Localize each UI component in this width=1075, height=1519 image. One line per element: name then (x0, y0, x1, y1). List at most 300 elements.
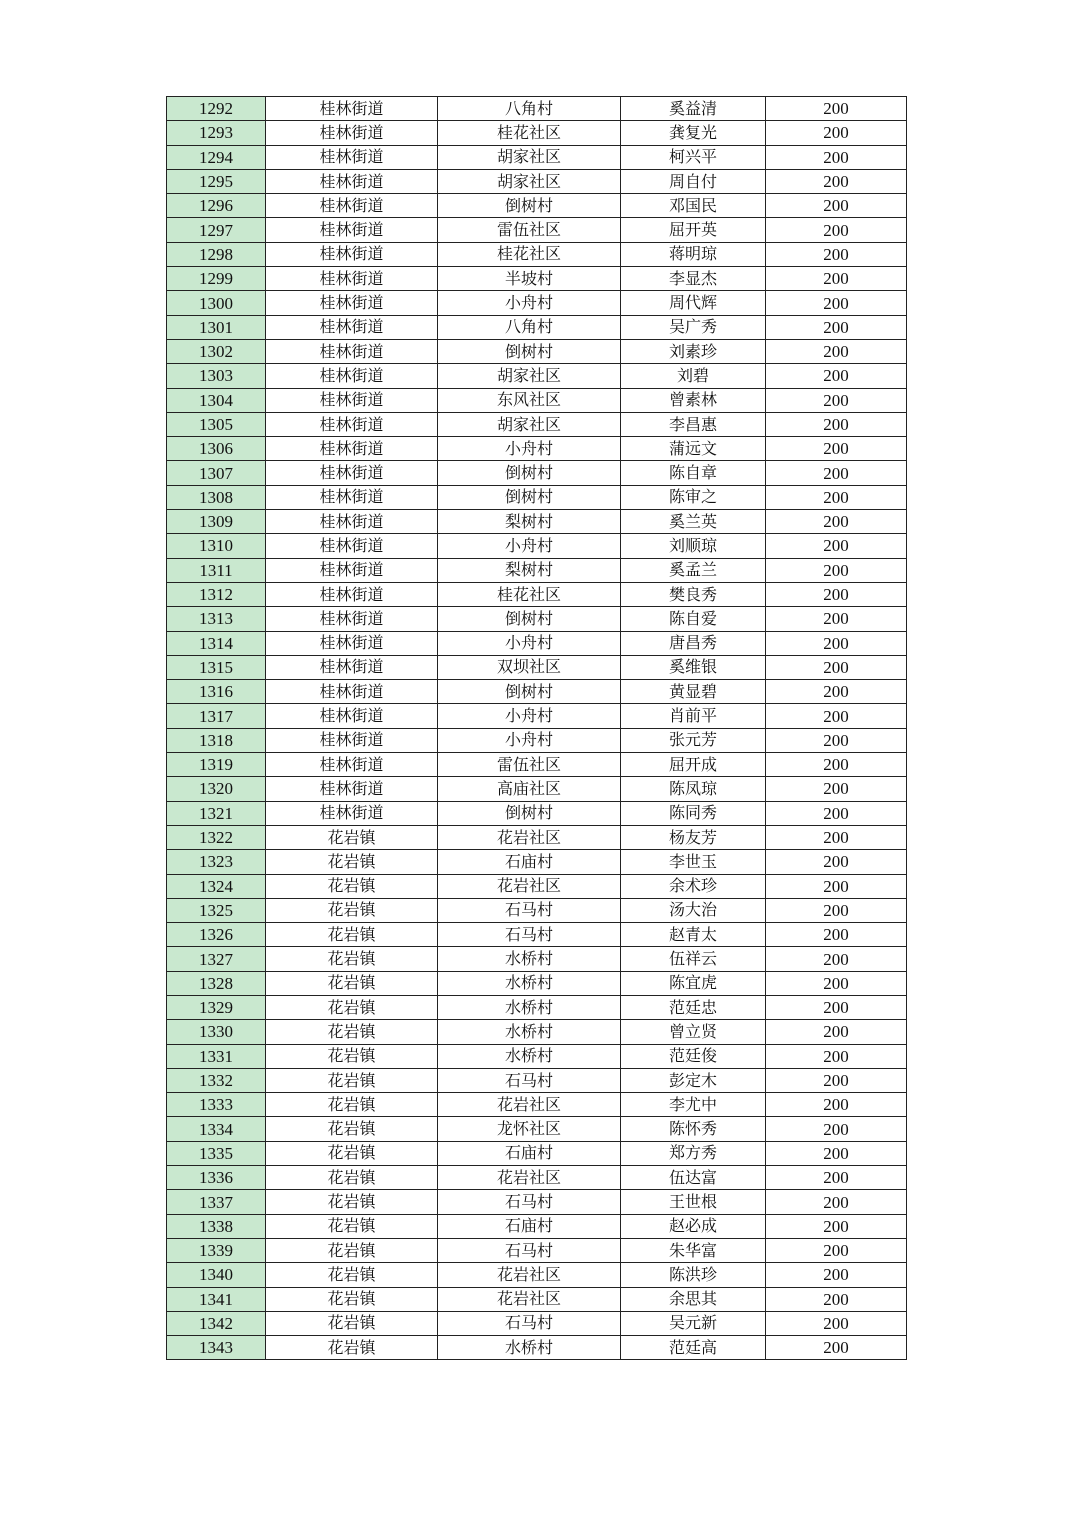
table-row (167, 558, 907, 582)
town-cell: 花岩镇 (266, 1336, 438, 1360)
serial-cell: 1337 (167, 1190, 266, 1214)
serial-cell: 1315 (167, 655, 266, 679)
town-cell: 桂林街道 (266, 339, 438, 363)
person-name-cell: 朱华富 (621, 1238, 766, 1262)
table-row (167, 850, 907, 874)
serial-cell: 1298 (167, 242, 266, 266)
town-cell: 桂林街道 (266, 145, 438, 169)
table-row (167, 1020, 907, 1044)
village-cell: 八角村 (438, 315, 621, 339)
town-cell: 桂林街道 (266, 121, 438, 145)
table-row (167, 218, 907, 242)
amount-cell: 200 (766, 1311, 907, 1335)
serial-cell: 1312 (167, 582, 266, 606)
village-cell: 水桥村 (438, 947, 621, 971)
serial-cell: 1314 (167, 631, 266, 655)
village-cell: 龙怀社区 (438, 1117, 621, 1141)
amount-cell: 200 (766, 437, 907, 461)
table-row (167, 242, 907, 266)
town-cell: 花岩镇 (266, 1020, 438, 1044)
serial-cell: 1311 (167, 558, 266, 582)
person-name-cell: 陈宜虎 (621, 971, 766, 995)
amount-cell: 200 (766, 1190, 907, 1214)
person-name-cell: 张元芳 (621, 728, 766, 752)
person-name-cell: 王世根 (621, 1190, 766, 1214)
serial-cell: 1333 (167, 1093, 266, 1117)
serial-cell: 1307 (167, 461, 266, 485)
person-name-cell: 陈凤琼 (621, 777, 766, 801)
person-name-cell: 屈开成 (621, 753, 766, 777)
village-cell: 高庙社区 (438, 777, 621, 801)
amount-cell: 200 (766, 898, 907, 922)
serial-cell: 1294 (167, 145, 266, 169)
table-row (167, 582, 907, 606)
village-cell: 胡家社区 (438, 364, 621, 388)
serial-cell: 1328 (167, 971, 266, 995)
table-row (167, 874, 907, 898)
village-cell: 花岩社区 (438, 825, 621, 849)
amount-cell: 200 (766, 1287, 907, 1311)
village-cell: 半坡村 (438, 267, 621, 291)
town-cell: 桂林街道 (266, 242, 438, 266)
amount-cell: 200 (766, 291, 907, 315)
serial-cell: 1310 (167, 534, 266, 558)
town-cell: 桂林街道 (266, 364, 438, 388)
table-row (167, 412, 907, 436)
amount-cell: 200 (766, 315, 907, 339)
town-cell: 花岩镇 (266, 923, 438, 947)
town-cell: 花岩镇 (266, 850, 438, 874)
amount-cell: 200 (766, 97, 907, 121)
serial-cell: 1327 (167, 947, 266, 971)
person-name-cell: 伍祥云 (621, 947, 766, 971)
town-cell: 桂林街道 (266, 218, 438, 242)
town-cell: 桂林街道 (266, 777, 438, 801)
town-cell: 桂林街道 (266, 753, 438, 777)
town-cell: 花岩镇 (266, 1044, 438, 1068)
village-cell: 八角村 (438, 97, 621, 121)
amount-cell: 200 (766, 1020, 907, 1044)
village-cell: 石马村 (438, 1238, 621, 1262)
village-cell: 花岩社区 (438, 874, 621, 898)
amount-cell: 200 (766, 1044, 907, 1068)
village-cell: 倒树村 (438, 607, 621, 631)
village-cell: 倒树村 (438, 485, 621, 509)
person-name-cell: 柯兴平 (621, 145, 766, 169)
town-cell: 花岩镇 (266, 995, 438, 1019)
serial-cell: 1296 (167, 194, 266, 218)
amount-cell: 200 (766, 874, 907, 898)
amount-cell: 200 (766, 607, 907, 631)
village-cell: 梨树村 (438, 510, 621, 534)
serial-cell: 1305 (167, 412, 266, 436)
table-row (167, 971, 907, 995)
person-name-cell: 陈自章 (621, 461, 766, 485)
village-cell: 小舟村 (438, 728, 621, 752)
table-row (167, 1287, 907, 1311)
town-cell: 花岩镇 (266, 1238, 438, 1262)
amount-cell: 200 (766, 1336, 907, 1360)
table-row (167, 339, 907, 363)
town-cell: 桂林街道 (266, 388, 438, 412)
person-name-cell: 赵必成 (621, 1214, 766, 1238)
person-name-cell: 奚兰英 (621, 510, 766, 534)
table-row (167, 388, 907, 412)
village-cell: 梨树村 (438, 558, 621, 582)
serial-cell: 1302 (167, 339, 266, 363)
person-name-cell: 肖前平 (621, 704, 766, 728)
table-row (167, 1117, 907, 1141)
table-row (167, 1141, 907, 1165)
town-cell: 桂林街道 (266, 655, 438, 679)
table-row (167, 437, 907, 461)
table-row (167, 728, 907, 752)
table-row (167, 1190, 907, 1214)
table-row (167, 534, 907, 558)
person-name-cell: 汤大治 (621, 898, 766, 922)
person-name-cell: 陈同秀 (621, 801, 766, 825)
person-name-cell: 李尤中 (621, 1093, 766, 1117)
person-name-cell: 刘素珍 (621, 339, 766, 363)
person-name-cell: 陈审之 (621, 485, 766, 509)
table-row (167, 1238, 907, 1262)
town-cell: 花岩镇 (266, 971, 438, 995)
table-row (167, 1093, 907, 1117)
town-cell: 桂林街道 (266, 704, 438, 728)
amount-cell: 200 (766, 1141, 907, 1165)
amount-cell: 200 (766, 680, 907, 704)
serial-cell: 1322 (167, 825, 266, 849)
person-name-cell: 刘碧 (621, 364, 766, 388)
amount-cell: 200 (766, 461, 907, 485)
village-cell: 水桥村 (438, 1020, 621, 1044)
serial-cell: 1318 (167, 728, 266, 752)
table-row (167, 1068, 907, 1092)
person-name-cell: 余思其 (621, 1287, 766, 1311)
serial-cell: 1326 (167, 923, 266, 947)
amount-cell: 200 (766, 777, 907, 801)
town-cell: 花岩镇 (266, 1117, 438, 1141)
serial-cell: 1317 (167, 704, 266, 728)
village-cell: 双坝社区 (438, 655, 621, 679)
amount-cell: 200 (766, 704, 907, 728)
person-name-cell: 邓国民 (621, 194, 766, 218)
table-row (167, 315, 907, 339)
table-row (167, 655, 907, 679)
town-cell: 桂林街道 (266, 801, 438, 825)
serial-cell: 1316 (167, 680, 266, 704)
serial-cell: 1342 (167, 1311, 266, 1335)
table-row (167, 194, 907, 218)
serial-cell: 1313 (167, 607, 266, 631)
serial-cell: 1334 (167, 1117, 266, 1141)
town-cell: 桂林街道 (266, 437, 438, 461)
serial-cell: 1293 (167, 121, 266, 145)
serial-cell: 1340 (167, 1263, 266, 1287)
table-row (167, 825, 907, 849)
person-name-cell: 余术珍 (621, 874, 766, 898)
table-row (167, 485, 907, 509)
village-cell: 水桥村 (438, 971, 621, 995)
amount-cell: 200 (766, 534, 907, 558)
amount-cell: 200 (766, 850, 907, 874)
table-row (167, 923, 907, 947)
amount-cell: 200 (766, 194, 907, 218)
serial-cell: 1325 (167, 898, 266, 922)
table-row (167, 680, 907, 704)
table-row (167, 704, 907, 728)
table-row (167, 461, 907, 485)
table-row (167, 801, 907, 825)
table-row (167, 510, 907, 534)
amount-cell: 200 (766, 121, 907, 145)
village-cell: 胡家社区 (438, 412, 621, 436)
person-name-cell: 赵青太 (621, 923, 766, 947)
town-cell: 花岩镇 (266, 1068, 438, 1092)
village-cell: 桂花社区 (438, 121, 621, 145)
amount-cell: 200 (766, 753, 907, 777)
serial-cell: 1324 (167, 874, 266, 898)
village-cell: 雷伍社区 (438, 218, 621, 242)
town-cell: 桂林街道 (266, 510, 438, 534)
person-name-cell: 吴元新 (621, 1311, 766, 1335)
town-cell: 花岩镇 (266, 1311, 438, 1335)
serial-cell: 1343 (167, 1336, 266, 1360)
serial-cell: 1323 (167, 850, 266, 874)
person-name-cell: 陈自爱 (621, 607, 766, 631)
town-cell: 桂林街道 (266, 461, 438, 485)
town-cell: 桂林街道 (266, 607, 438, 631)
subsidy-table (166, 96, 907, 1360)
table-row (167, 364, 907, 388)
amount-cell: 200 (766, 267, 907, 291)
table-row (167, 995, 907, 1019)
amount-cell: 200 (766, 1214, 907, 1238)
amount-cell: 200 (766, 364, 907, 388)
village-cell: 石庙村 (438, 850, 621, 874)
table-row (167, 1336, 907, 1360)
serial-cell: 1339 (167, 1238, 266, 1262)
amount-cell: 200 (766, 339, 907, 363)
village-cell: 花岩社区 (438, 1093, 621, 1117)
village-cell: 小舟村 (438, 534, 621, 558)
village-cell: 小舟村 (438, 704, 621, 728)
amount-cell: 200 (766, 995, 907, 1019)
village-cell: 石马村 (438, 1190, 621, 1214)
table-row (167, 1214, 907, 1238)
person-name-cell: 奚孟兰 (621, 558, 766, 582)
village-cell: 石庙村 (438, 1214, 621, 1238)
person-name-cell: 范廷俊 (621, 1044, 766, 1068)
table-row (167, 145, 907, 169)
person-name-cell: 李昌惠 (621, 412, 766, 436)
person-name-cell: 屈开英 (621, 218, 766, 242)
amount-cell: 200 (766, 825, 907, 849)
amount-cell: 200 (766, 1117, 907, 1141)
table-row (167, 607, 907, 631)
serial-cell: 1299 (167, 267, 266, 291)
person-name-cell: 龚复光 (621, 121, 766, 145)
person-name-cell: 唐昌秀 (621, 631, 766, 655)
village-cell: 胡家社区 (438, 145, 621, 169)
village-cell: 雷伍社区 (438, 753, 621, 777)
serial-cell: 1292 (167, 97, 266, 121)
town-cell: 花岩镇 (266, 1287, 438, 1311)
amount-cell: 200 (766, 801, 907, 825)
serial-cell: 1306 (167, 437, 266, 461)
village-cell: 倒树村 (438, 680, 621, 704)
serial-cell: 1309 (167, 510, 266, 534)
village-cell: 花岩社区 (438, 1287, 621, 1311)
person-name-cell: 樊良秀 (621, 582, 766, 606)
table-row (167, 1044, 907, 1068)
amount-cell: 200 (766, 242, 907, 266)
table-row (167, 898, 907, 922)
table-row (167, 291, 907, 315)
table-row (167, 631, 907, 655)
amount-cell: 200 (766, 1263, 907, 1287)
table-row (167, 1263, 907, 1287)
table-row (167, 1311, 907, 1335)
person-name-cell: 杨友芳 (621, 825, 766, 849)
town-cell: 桂林街道 (266, 194, 438, 218)
serial-cell: 1303 (167, 364, 266, 388)
table-row (167, 1166, 907, 1190)
amount-cell: 200 (766, 655, 907, 679)
town-cell: 花岩镇 (266, 898, 438, 922)
amount-cell: 200 (766, 1166, 907, 1190)
village-cell: 东风社区 (438, 388, 621, 412)
village-cell: 石马村 (438, 923, 621, 947)
person-name-cell: 周自付 (621, 169, 766, 193)
town-cell: 桂林街道 (266, 631, 438, 655)
town-cell: 花岩镇 (266, 1190, 438, 1214)
person-name-cell: 陈洪珍 (621, 1263, 766, 1287)
person-name-cell: 曾立贤 (621, 1020, 766, 1044)
person-name-cell: 李世玉 (621, 850, 766, 874)
amount-cell: 200 (766, 1068, 907, 1092)
amount-cell: 200 (766, 485, 907, 509)
village-cell: 水桥村 (438, 995, 621, 1019)
town-cell: 桂林街道 (266, 291, 438, 315)
person-name-cell: 陈怀秀 (621, 1117, 766, 1141)
amount-cell: 200 (766, 1093, 907, 1117)
serial-cell: 1332 (167, 1068, 266, 1092)
village-cell: 小舟村 (438, 631, 621, 655)
town-cell: 桂林街道 (266, 728, 438, 752)
village-cell: 水桥村 (438, 1336, 621, 1360)
table-row (167, 97, 907, 121)
village-cell: 花岩社区 (438, 1263, 621, 1287)
serial-cell: 1338 (167, 1214, 266, 1238)
amount-cell: 200 (766, 169, 907, 193)
serial-cell: 1304 (167, 388, 266, 412)
amount-cell: 200 (766, 971, 907, 995)
village-cell: 倒树村 (438, 801, 621, 825)
serial-cell: 1295 (167, 169, 266, 193)
town-cell: 花岩镇 (266, 1263, 438, 1287)
amount-cell: 200 (766, 582, 907, 606)
village-cell: 花岩社区 (438, 1166, 621, 1190)
town-cell: 花岩镇 (266, 1166, 438, 1190)
amount-cell: 200 (766, 947, 907, 971)
serial-cell: 1329 (167, 995, 266, 1019)
person-name-cell: 吴广秀 (621, 315, 766, 339)
person-name-cell: 奚益清 (621, 97, 766, 121)
amount-cell: 200 (766, 510, 907, 534)
village-cell: 桂花社区 (438, 242, 621, 266)
person-name-cell: 黄显碧 (621, 680, 766, 704)
person-name-cell: 范廷高 (621, 1336, 766, 1360)
person-name-cell: 蒲远文 (621, 437, 766, 461)
town-cell: 花岩镇 (266, 825, 438, 849)
serial-cell: 1320 (167, 777, 266, 801)
town-cell: 花岩镇 (266, 1214, 438, 1238)
village-cell: 石马村 (438, 1311, 621, 1335)
town-cell: 桂林街道 (266, 680, 438, 704)
amount-cell: 200 (766, 728, 907, 752)
town-cell: 桂林街道 (266, 412, 438, 436)
town-cell: 桂林街道 (266, 267, 438, 291)
serial-cell: 1331 (167, 1044, 266, 1068)
village-cell: 胡家社区 (438, 169, 621, 193)
amount-cell: 200 (766, 558, 907, 582)
serial-cell: 1319 (167, 753, 266, 777)
village-cell: 小舟村 (438, 437, 621, 461)
village-cell: 小舟村 (438, 291, 621, 315)
person-name-cell: 周代辉 (621, 291, 766, 315)
town-cell: 桂林街道 (266, 582, 438, 606)
town-cell: 桂林街道 (266, 97, 438, 121)
town-cell: 桂林街道 (266, 315, 438, 339)
table-row (167, 947, 907, 971)
town-cell: 花岩镇 (266, 947, 438, 971)
serial-cell: 1300 (167, 291, 266, 315)
amount-cell: 200 (766, 631, 907, 655)
serial-cell: 1308 (167, 485, 266, 509)
table-row (167, 169, 907, 193)
table-row (167, 267, 907, 291)
table-row (167, 753, 907, 777)
town-cell: 花岩镇 (266, 1141, 438, 1165)
town-cell: 桂林街道 (266, 558, 438, 582)
town-cell: 桂林街道 (266, 534, 438, 558)
serial-cell: 1336 (167, 1166, 266, 1190)
village-cell: 倒树村 (438, 339, 621, 363)
amount-cell: 200 (766, 923, 907, 947)
town-cell: 花岩镇 (266, 874, 438, 898)
person-name-cell: 刘顺琼 (621, 534, 766, 558)
person-name-cell: 郑方秀 (621, 1141, 766, 1165)
amount-cell: 200 (766, 1238, 907, 1262)
person-name-cell: 范廷忠 (621, 995, 766, 1019)
amount-cell: 200 (766, 218, 907, 242)
town-cell: 桂林街道 (266, 485, 438, 509)
amount-cell: 200 (766, 145, 907, 169)
table-body (167, 97, 907, 1360)
table-row (167, 121, 907, 145)
serial-cell: 1297 (167, 218, 266, 242)
table-row (167, 777, 907, 801)
person-name-cell: 奚维银 (621, 655, 766, 679)
village-cell: 石庙村 (438, 1141, 621, 1165)
village-cell: 石马村 (438, 1068, 621, 1092)
person-name-cell: 李显杰 (621, 267, 766, 291)
person-name-cell: 曾素林 (621, 388, 766, 412)
town-cell: 桂林街道 (266, 169, 438, 193)
village-cell: 倒树村 (438, 461, 621, 485)
village-cell: 水桥村 (438, 1044, 621, 1068)
